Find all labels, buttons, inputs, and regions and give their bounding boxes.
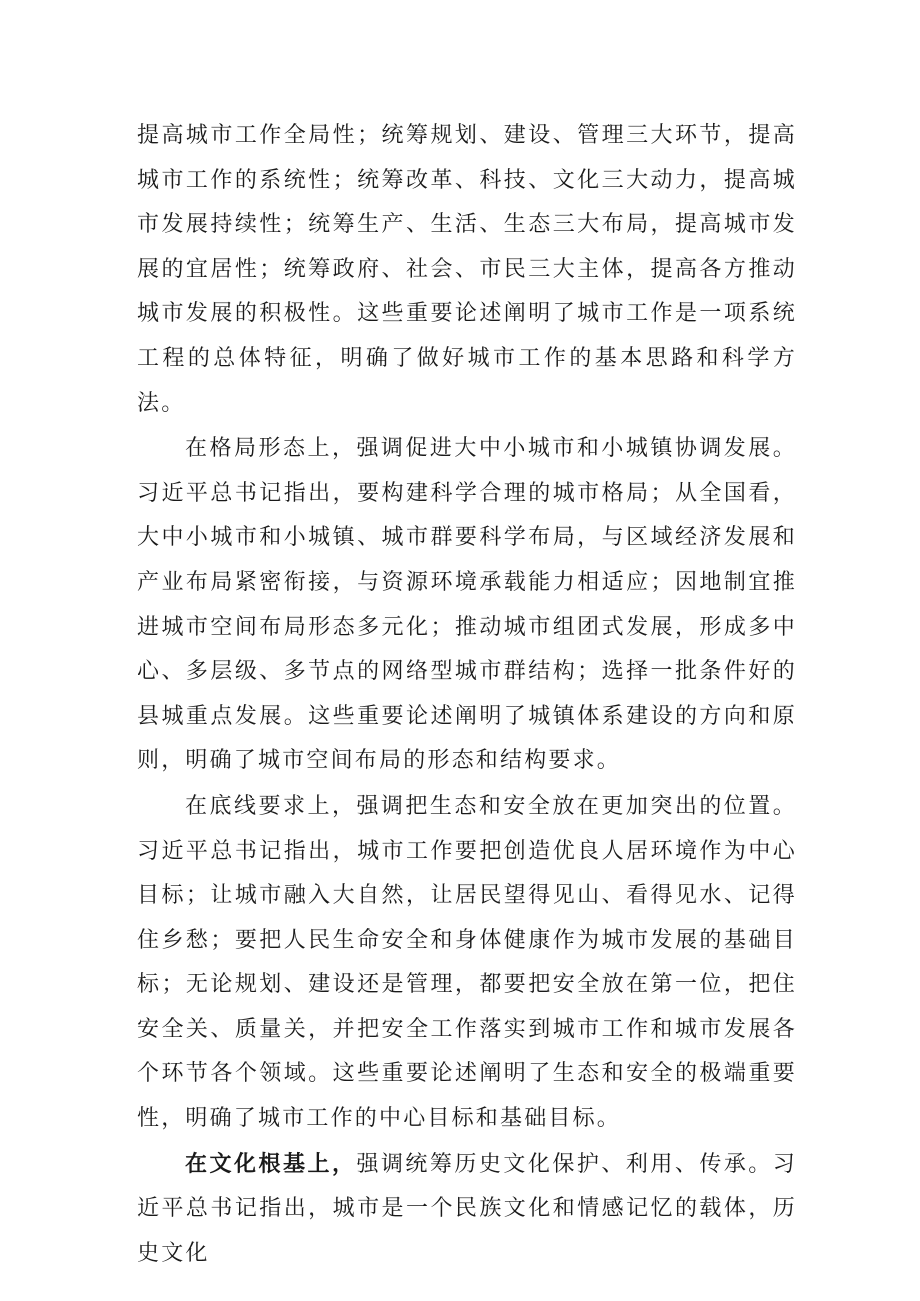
article-body <box>137 113 797 1276</box>
paragraph-text: 强调统筹历史文化保护、利用、传承。习近平总书记指出，城市是一个民族文化和情感记忆的载体，历史文化 <box>137 1151 798 1266</box>
paragraph-layout <box>137 426 797 784</box>
paragraph-bottom-line <box>137 784 797 1142</box>
paragraph-text: 提高城市工作全局性；统筹规划、建设、管理三大环节，提高城市工作的系统性；统筹改革、科技、文化三大动力，提高城市发展持续性；统筹生产、生活、生态三大布局，提高城市发展的宜居性；统筹政府、社会、市民三大主体，提高各方推动城市发展的积极性。这些重要论述阐明了城市工作是一项系统工程的总体特征，明确了做好城市工作的基本思路和科学方法。 <box>137 123 797 416</box>
paragraph-text: 在格局形态上，强调促进大中小城市和小城镇协调发展。习近平总书记指出，要构建科学合理的城市格局；从全国看，大中小城市和小城镇、城市群要科学布局，与区域经济发展和产业布局紧密衔接，与资源环境承载能力相适应；因地制宜推进城市空间布局形态多元化；推动城市组团式发展，形成多中心、多层级、多节点的网络型城市群结构；选择一批条件好的县城重点发展。这些重要论述阐明了城镇体系建设的方向和原则，明确了城市空间布局的形态和结构要求。 <box>137 436 797 774</box>
paragraph-culture <box>137 1142 797 1277</box>
paragraph-lead-bold: 在文化根基上， <box>185 1150 357 1177</box>
paragraph-continuation <box>137 113 797 426</box>
paragraph-text: 在底线要求上，强调把生态和安全放在更加突出的位置。习近平总书记指出，城市工作要把创造优良人居环境作为中心目标；让城市融入大自然，让居民望得见山、看得见水、记得住乡愁；要把人民生命安全和身体健康作为城市发展的基础目标；无论规划、建设还是管理，都要把安全放在第一位，把住安全关、质量关，并把安全工作落实到城市工作和城市发展各个环节各个领域。这些重要论述阐明了生态和安全的极端重要性，明确了城市工作的中心目标和基础目标。 <box>137 793 797 1132</box>
